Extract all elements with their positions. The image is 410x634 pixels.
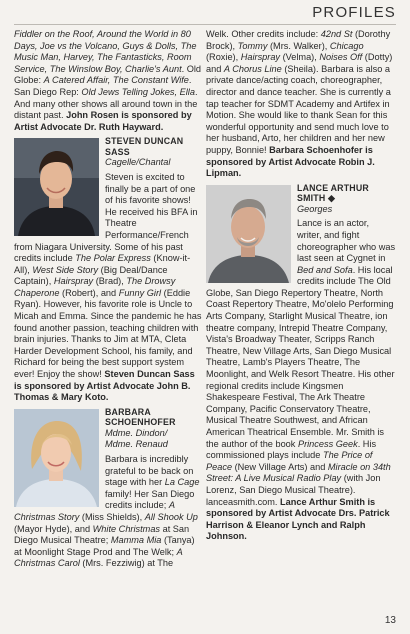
italic-title: La Cage [164,477,200,488]
headshot-image [14,409,99,507]
bio-text: (Brad), [93,276,127,287]
john-rosen-bio-continued [14,29,202,133]
actor-name-line-2: SASS [105,146,130,157]
italic-title: The Polar Express [75,253,151,264]
bio-text: (Sheila). Barbara is also a private dance/acting coach, choreographer, director and dance teacher. She is currently a tap teacher for SDMT Academy and Artifex in Motion. She would like to thank Sean for this wonderful opportunity and send much love to her husband, Arto, her children and her new puppy, Bonnie! [206,63,391,155]
bio-text: (Big Deal/Dance Captain), [14,264,168,287]
headshot-steven-duncan-sass [14,138,99,236]
actor-name-line-1: BARBARA [105,406,151,417]
role-name: Georges [297,203,333,214]
role-name-line-1: Mdme. Dindon/ [105,427,168,438]
italic-title: Mamma Mia [110,535,162,546]
italic-title: White Christmas [92,523,161,534]
sponsor-credit: John Rosen is sponsored by Artist Advocate Dr. Ruth Hayward. [14,110,192,132]
italic-title: The Price of Peace [206,450,373,472]
actor-name-line-1: STEVEN DUNCAN [105,136,184,147]
headshot-image [206,185,291,283]
actor-name-line-2: SCHOENHOFER [105,417,176,428]
bio-text: . San Diego Rep: [14,75,192,97]
italic-title: A Catered Affair, The Constant Wife [43,75,189,86]
actor-name-line-2: SMITH ◆ [297,193,335,204]
italic-title: Chicago [329,40,364,51]
section-title: PROFILES [312,4,396,21]
headshot-barbara-schoenhofer [14,409,99,507]
italic-title: Old Jews Telling Jokes, Ella [81,86,195,97]
bio-text: Lance is an actor, writer, and fight choreographer who was last seen at Cygnet in [297,218,396,264]
sponsor-credit: Barbara Schoenhofer is sponsored by Artist Advocate Robin J. Lipman. [206,144,375,179]
bio-text: (Velma), [280,52,320,63]
actor-bio-continued [206,29,396,180]
bio-text: . And many other shows all around town in the distant past. [14,86,198,121]
italic-title: Tommy [237,40,268,51]
italic-title: Noises Off [319,52,363,63]
bio-text: (Eddie Ryan). However, his favorite role is Uncle to Micah and Emma. Since the pandemic he has found another passion, teaching children with brain injuries. Thanks to Jim at MTA, Cleta Harder Development School, his family, and Richard for being the best support system ever! Enjoy the show! [14,287,202,380]
bio-text: Welk. Other credits include: [206,29,321,39]
right-column [206,29,396,543]
italic-title: Hairspray [240,52,281,63]
bio-text: (with Jon Lorenz, San Diego Musical Theatre). lanceasmith.com. [206,473,381,507]
profile-lance-arthur-smith [206,183,396,543]
bio-text: family! Her San Diego credits include; [105,488,195,511]
bio-text: (Robert), and [59,287,119,298]
bio-text: (Mrs. Walker), [267,40,330,51]
bio-text: (Tanya) at Moonlight Stage Prod and The Welk; [14,535,195,557]
italic-title: Funny Girl [118,287,162,298]
bio-text: (Dotty) and [206,52,393,74]
profile-steven-duncan-sass [14,136,202,403]
bio-text: (Miss Shields), [79,511,145,522]
italic-title: A Christmas Carol [14,546,183,569]
bio-text: . Old Globe: [14,63,202,86]
italic-title: 42nd St [320,29,353,39]
bio-text: Steven is excited to finally be a part of one of his favorite shows! He received his BFA in Theatre Performance/French from Niagara University. Some of his past credits include [14,171,198,264]
italic-title: Hairspray [53,276,94,287]
italic-title: Miracle on 34th Street: A Live Musical Radio Play [206,461,391,484]
header-divider [14,24,396,25]
italic-title: The Drowsy Chaperone [14,276,176,298]
bio-text: (Roxie), [206,52,241,63]
barbara-bio-continued-spacer [206,29,396,180]
bio-text: . His local credits include The Old Globe, San Diego Repertory Theatre, North Coast Repertory Theatre, Mo'olelo Performing Arts Company, Starlight Musical Theatre, ion theatre company, Intrepid Theatre Company, Vista's Broadway Theater, Scripps Ranch Theatre, New Village Arts, San Diego Musical Theatre, Lamb's Players Theatre, The Moonlight, and Welk Resort Theatre. His other regional credits include Kingsmen Shakespeare Festival, The Ark Theatre Company, Pacific Conservatory Theatre, Musical Theatre Southwest, and African American Theatrical Ensemble. Mr. Smith is the author of the book [206,264,395,449]
role-name-line-2: Mdme. Renaud [105,439,168,450]
sponsor-credit: Lance Arthur Smith is sponsored by Artist Advocate Drs. Patrick Harrison & Eleanor Lynch and Ralph Johnson. [206,496,390,542]
italic-title: A Christmas Story [14,500,175,522]
role-name: Cagelle/Chantal [105,157,171,168]
bio-text: (New Village Arts) and [232,461,328,472]
italic-title: All Shook Up [144,511,198,522]
sponsor-credit: Steven Duncan Sass is sponsored by Artist Advocate John B. Thomas & Mary Koto. [14,369,195,403]
profile-barbara-schoenhofer [14,407,202,570]
italic-title: A Chorus Line [223,63,282,74]
italic-title: West Side Story [32,264,99,275]
italic-title: Bed and Sofa [297,264,353,275]
bio-text: (Know-it-All), [14,253,191,275]
italic-title: Fiddler on the Roof, Around the World in 80 Days, Joe vs the Volcano, Guys & Dolls, The Music Man, Harvey, The Fantasticks, Room Service, The Winslow Boy, Charlie's Aunt [14,29,197,74]
headshot-lance-arthur-smith [206,185,291,283]
bio-text: (Mrs. Fezziwig) at The [79,558,174,569]
bio-text: at San Diego Musical Theatre; [14,523,190,546]
bio-text: (Dorothy Brock), [206,29,391,51]
bio-text: (Mayor Hyde), and [14,523,93,534]
page-number: 13 [384,615,396,626]
bio-text: . His commissioned plays include [206,438,377,461]
headshot-image [14,138,99,236]
bio-text: Barbara is incredibly grateful to be back on stage with her [105,454,194,488]
actor-name-line-1: LANCE ARTHUR [297,182,369,193]
left-column [14,29,202,570]
italic-title: Princess Geek [297,438,358,449]
